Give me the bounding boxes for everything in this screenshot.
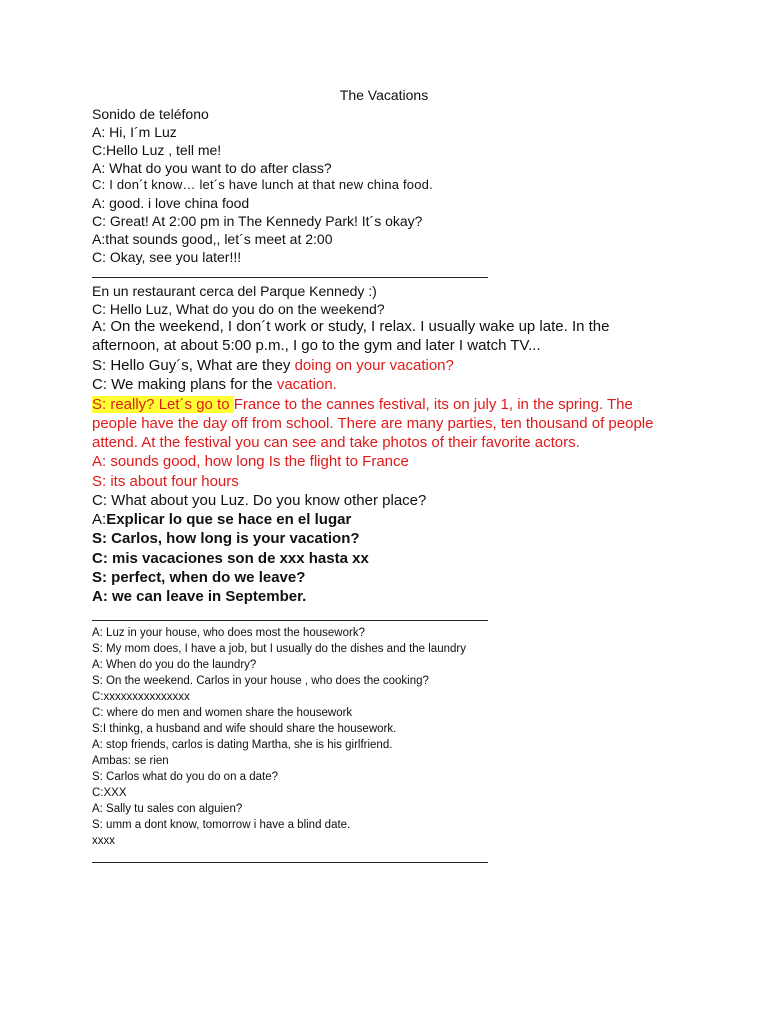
dialog-line: C:XXX (92, 787, 127, 799)
dialog-paragraph (92, 395, 672, 452)
dialog-text-bold: Explicar lo que se hace en el lugar (106, 511, 352, 528)
dialog-line-bold: C: mis vacaciones son de xxx hasta xx (92, 550, 369, 567)
dialog-line: A:that sounds good,, let´s meet at 2:00 (92, 231, 333, 247)
dialog-line (92, 356, 454, 375)
dialog-line: Ambas: se rien (92, 755, 169, 767)
dialog-line: Sonido de teléfono (92, 106, 209, 122)
dialog-text-red: vacation. (276, 376, 337, 393)
divider (92, 277, 488, 278)
dialog-line: C:Hello Luz , tell me! (92, 142, 222, 158)
dialog-line: S: On the weekend. Carlos in your house , who does the cooking? (92, 675, 429, 687)
dialog-line: S:I thinkg, a husband and wife should share the housework. (92, 723, 397, 735)
dialog-line: A: Luz in your house, who does most the housework? (92, 627, 365, 639)
dialog-line: S: My mom does, I have a job, but I usually do the dishes and the laundry (92, 643, 466, 655)
dialog-line: xxxx (92, 835, 115, 847)
dialog-line: S: its about four hours (92, 473, 239, 490)
dialog-line: C: Hello Luz, What do you do on the weekend? (92, 301, 385, 317)
scene-intro: En un restaurant cerca del Parque Kennedy :) (92, 283, 377, 299)
dialog-line: A: good. i love china food (92, 195, 250, 211)
dialog-line: C: where do men and women share the housework (92, 707, 353, 719)
dialog-line (92, 375, 337, 394)
dialog-text: S: Hello Guy´s, What are they (92, 357, 295, 374)
page-title: The Vacations (339, 87, 429, 103)
dialog-line: C: I don´t know… let´s have lunch at that new china food. (92, 177, 433, 192)
dialog-line: A: sounds good, how long Is the flight to France (92, 453, 409, 470)
divider (92, 620, 488, 621)
dialog-line: A: Hi, I´m Luz (92, 124, 177, 140)
dialog-line: A: What do you want to do after class? (92, 160, 332, 176)
dialog-line: S: umm a dont know, tomorrow i have a blind date. (92, 819, 351, 831)
dialog-line: C: Great! At 2:00 pm in The Kennedy Park! It´s okay? (92, 213, 423, 229)
dialog-line-bold: A: we can leave in September. (92, 588, 307, 605)
dialog-line-bold: S: perfect, when do we leave? (92, 569, 306, 586)
dialog-text-red: France to the cannes festival, its on july 1, in the spring. The people have the day off from school. There are many parties, ten thousand of people attend. At the festival you can see and take photos of their favorite actors. (92, 396, 654, 451)
dialog-line-bold: S: Carlos, how long is your vacation? (92, 530, 360, 547)
divider (92, 862, 488, 863)
highlighted-text: S: really? Let´s go to (92, 396, 234, 413)
dialog-line (92, 510, 351, 529)
dialog-text: A: (92, 511, 107, 528)
dialog-line: A: stop friends, carlos is dating Martha, she is his girlfriend. (92, 739, 393, 751)
dialog-line: A: When do you do the laundry? (92, 659, 257, 671)
dialog-text: C: We making plans for the (92, 376, 277, 393)
dialog-line: S: Carlos what do you do on a date? (92, 771, 279, 783)
dialog-text-red: doing on your vacation? (294, 357, 454, 374)
dialog-line: A: Sally tu sales con alguien? (92, 803, 243, 815)
dialog-paragraph: A: On the weekend, I don´t work or study, I relax. I usually wake up late. In the afternoon, at about 5:00 p.m., I go to the gym and later I watch TV... (92, 318, 610, 354)
dialog-line: C: What about you Luz. Do you know other place? (92, 492, 427, 509)
dialog-line: C:xxxxxxxxxxxxxxx (92, 691, 190, 703)
dialog-line: C: Okay, see you later!!! (92, 249, 242, 265)
